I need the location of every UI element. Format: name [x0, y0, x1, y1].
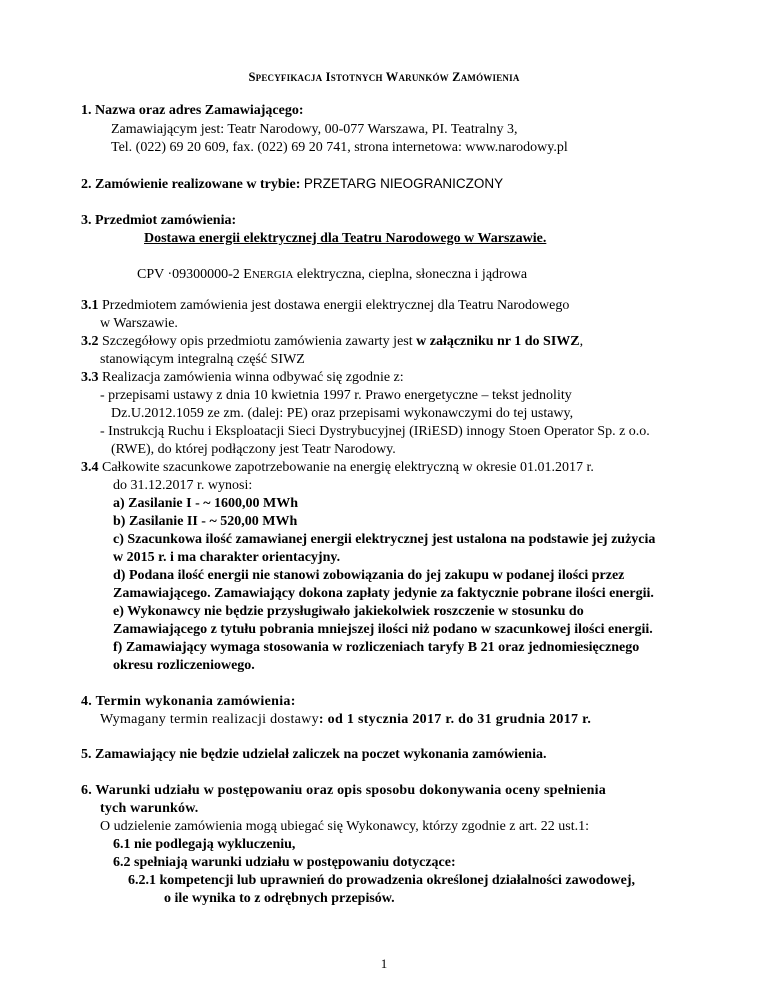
- item-f-line-2: okresu rozliczeniowego.: [113, 658, 255, 673]
- section-6-2-1-line-2: o ile wynika to z odrębnych przepisów.: [164, 891, 395, 906]
- section-6-heading-line-1: 6. Warunki udziału w postępowaniu oraz opis sposobu dokonywania oceny spełnienia: [81, 783, 606, 798]
- section-3-4-line-1: [81, 459, 594, 477]
- item-d-line-2: Zamawiającego. Zamawiający dokona zapłaty jedynie za faktycznie pobrane ilości energii.: [113, 586, 654, 601]
- section-3-3-line-3: Dz.U.2012.1059 ze zm. (dalej: PE) oraz przepisami wykonawczymi do tej ustawy,: [111, 406, 574, 421]
- section-3-3-line-2: - przepisami ustawy z dnia 10 kwietnia 1997 r. Prawo energetyczne – tekst jednolity: [100, 388, 572, 403]
- section-3-4-line-2: do 31.12.2017 r. wynosi:: [113, 478, 253, 493]
- item-c-line-2: w 2015 r. i ma charakter orientacyjny.: [113, 550, 341, 565]
- section-3-1-number: 3.1: [81, 298, 99, 313]
- cpv-description: elektryczna, cieplna, słoneczna i jądrowa: [293, 267, 528, 282]
- section-3-heading: 3. Przedmiot zamówienia:: [81, 213, 237, 228]
- section-1-line-2: Tel. (022) 69 20 609, fax. (022) 69 20 741, strona internetowa: www.narodowy.pl: [111, 140, 568, 155]
- section-3-2-number: 3.2: [81, 334, 99, 349]
- section-3-3-line-5: (RWE), do której podłączony jest Teatr Narodowy.: [111, 442, 396, 457]
- section-4-heading: 4. Termin wykonania zamówienia:: [81, 694, 296, 709]
- item-d-line-1: d) Podana ilość energii nie stanowi zobowiązania do jej zakupu w podanej ilości przez: [113, 568, 625, 583]
- delivery-term-dates: : od 1 stycznia 2017 r. do 31 grudnia 2017 r.: [318, 712, 592, 727]
- document-title: Specyfikacja Istotnych Warunków Zamówienia: [248, 70, 520, 84]
- section-6-1: 6.1 nie podlegają wykluczeniu,: [113, 837, 296, 852]
- section-3-4-text: Całkowite szacunkowe zapotrzebowanie na energię elektryczną w okresie 01.01.2017 r.: [98, 460, 594, 475]
- section-1-heading: 1. Nazwa oraz adres Zamawiającego:: [81, 103, 304, 118]
- item-c-line-1: c) Szacunkowa ilość zamawianej energii elektrycznej jest ustalona na podstawie jej zużycia: [113, 532, 656, 547]
- section-3-2-text: Szczegółowy opis przedmiotu zamówienia zawarty jest: [98, 334, 417, 349]
- section-3-1-line-2: w Warszawie.: [100, 316, 178, 331]
- cpv-line: [137, 266, 527, 284]
- section-2-heading: 2. Zamówienie realizowane w trybie:: [81, 177, 301, 192]
- section-4-line: [100, 711, 591, 729]
- section-3-2-comma: ,: [579, 334, 584, 349]
- section-6-2-1-line-1: 6.2.1 kompetencji lub uprawnień do prowadzenia określonej działalności zawodowej,: [128, 873, 636, 888]
- section-3-subject: Dostawa energii elektrycznej dla Teatru Narodowego w Warszawie.: [144, 231, 547, 246]
- section-3-1-text: Przedmiotem zamówienia jest dostawa energii elektrycznej dla Teatru Narodowego: [98, 298, 570, 313]
- item-e-line-1: e) Wykonawcy nie będzie przysługiwało jakiekolwiek roszczenie w stosunku do: [113, 604, 584, 619]
- procurement-mode: PRZETARG NIEOGRANICZONY: [303, 176, 504, 191]
- item-f-line-1: f) Zamawiający wymaga stosowania w rozliczeniach taryfy B 21 oraz jednomiesięcznego: [113, 640, 640, 655]
- item-a: a) Zasilanie I - ~ 1600,00 MWh: [113, 496, 299, 511]
- section-3-3-line-4: - Instrukcją Ruchu i Eksploatacji Sieci Dystrybucyjnej (IRiESD) innogy Stoen Operator Sp. z o.o.: [100, 424, 650, 439]
- section-3-2-line-2: stanowiącym integralną część SIWZ: [100, 352, 305, 367]
- section-3-1-line-1: [81, 297, 569, 315]
- section-3-2-line-1: [81, 333, 583, 351]
- cpv-code: CPV ·09300000-2 E: [137, 267, 252, 282]
- section-1-line-1: Zamawiającym jest: Teatr Narodowy, 00-077 Warszawa, PI. Teatralny 3,: [111, 122, 518, 137]
- delivery-term-label: Wymagany termin realizacji dostawy: [100, 712, 319, 727]
- section-3-3-text: Realizacja zamówienia winna odbywać się zgodnie z:: [98, 370, 404, 385]
- section-3-3-line-1: [81, 369, 404, 387]
- section-6-line-1: O udzielenie zamówienia mogą ubiegać się Wykonawcy, którzy zgodnie z art. 22 ust.1:: [100, 819, 589, 834]
- section-2-line: [81, 175, 503, 194]
- section-3-4-number: 3.4: [81, 460, 99, 475]
- item-b: b) Zasilanie II - ~ 520,00 MWh: [113, 514, 298, 529]
- section-3-3-number: 3.3: [81, 370, 99, 385]
- section-5-heading: 5. Zamawiający nie będzie udzielał zaliczek na poczet wykonania zamówienia.: [81, 747, 547, 762]
- section-6-2: 6.2 spełniają warunki udziału w postępowaniu dotyczące:: [113, 855, 456, 870]
- page-number: 1: [380, 956, 388, 971]
- section-6-heading-line-2: tych warunków.: [100, 801, 199, 816]
- item-e-line-2: Zamawiającego z tytułu pobrania mniejszej ilości niż podano w szacunkowej ilości energii.: [113, 622, 653, 637]
- attachment-reference: w załączniku nr 1 do SIWZ: [416, 334, 580, 349]
- cpv-caps: NERGIA: [251, 269, 294, 281]
